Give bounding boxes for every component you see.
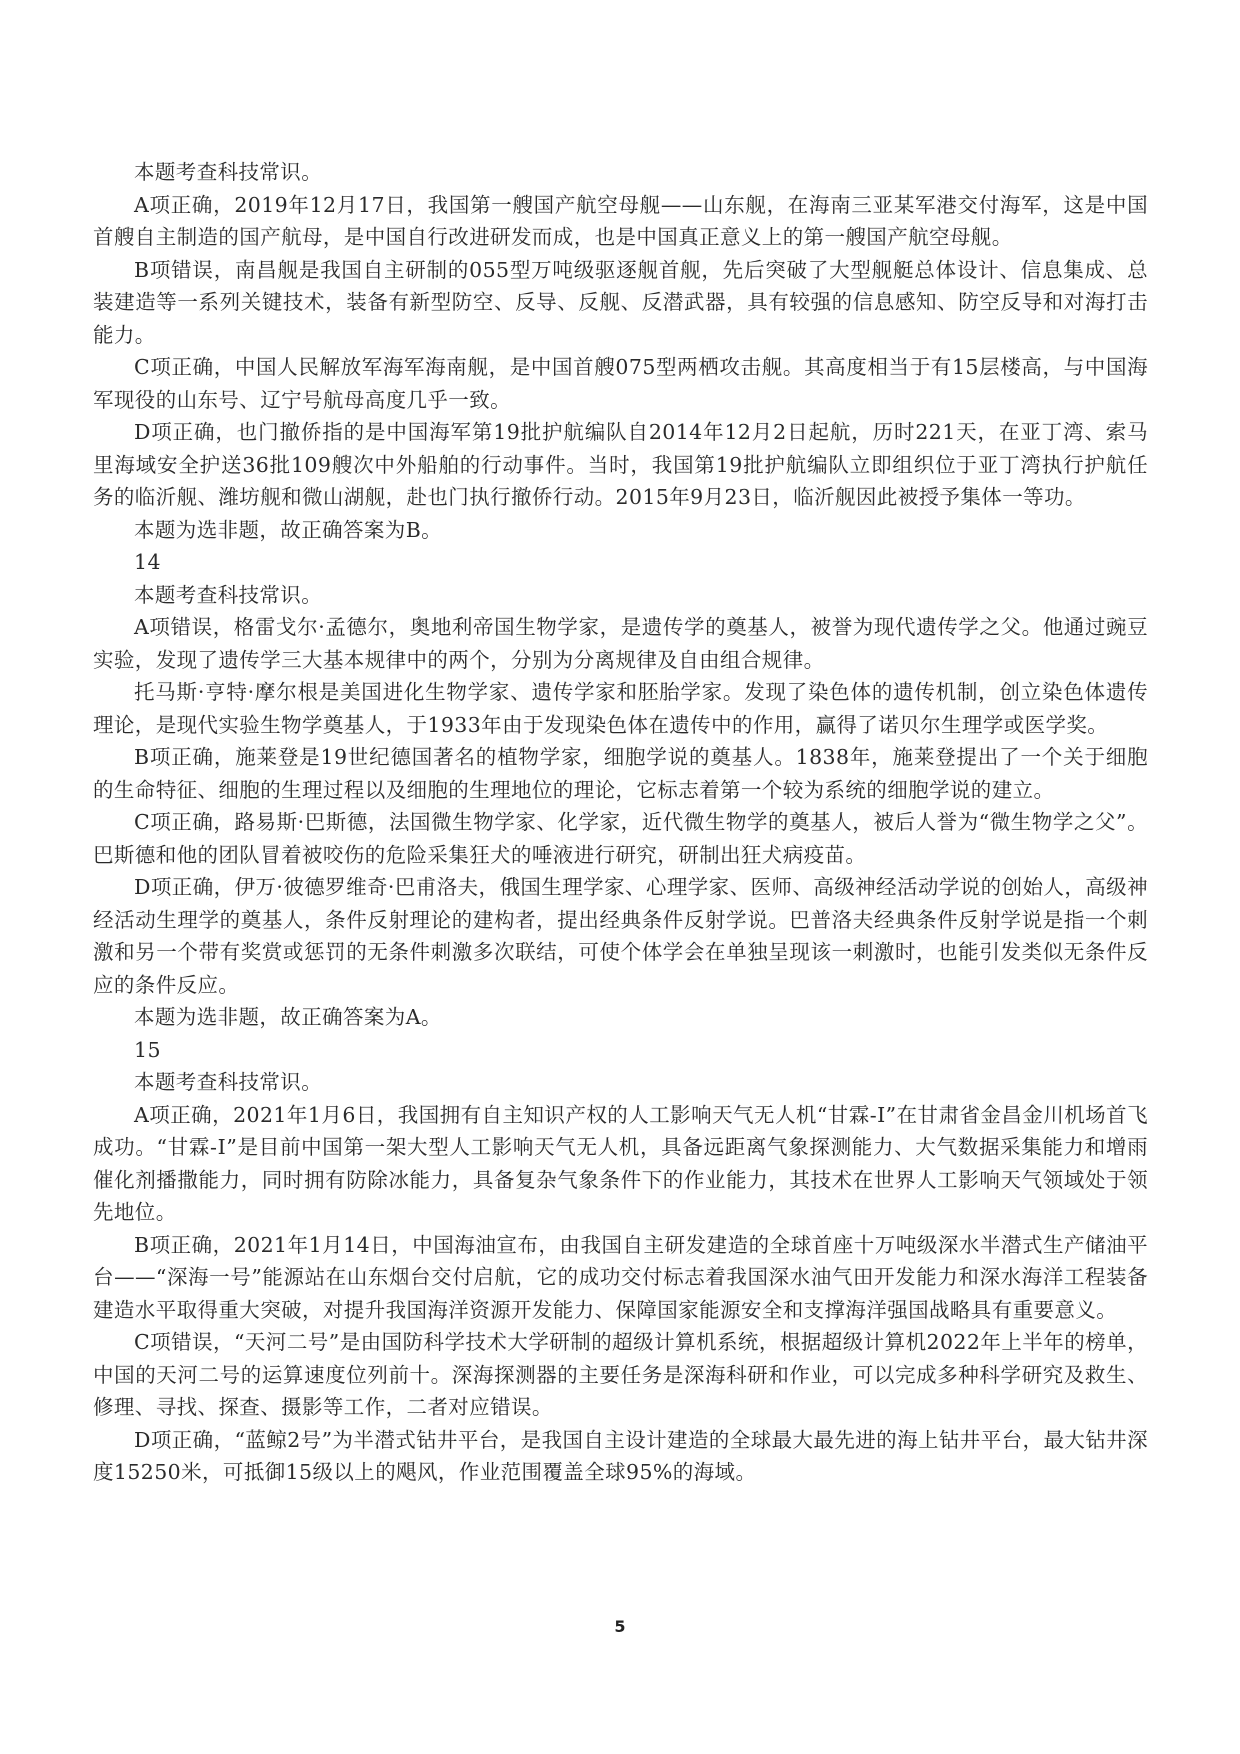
- paragraph: D项正确，伊万·彼德罗维奇·巴甫洛夫，俄国生理学家、心理学家、医师、高级神经活动学说的创始人，高级神经活动生理学的奠基人，条件反射理论的建构者，提出经典条件反射学说。巴普洛夫经典条件反射学说是指一个刺激和另一个带有奖赏或惩罚的无条件刺激多次联结，可使个体学会在单独呈现该一刺激时，也能引发类似无条件反应的条件反应。: [93, 875, 1148, 997]
- question-number: 15: [134, 1037, 161, 1062]
- answer-line: 本题为选非题，故正确答案为A。: [134, 1005, 442, 1029]
- question-number: 14: [134, 550, 161, 574]
- paragraph: C项正确，路易斯·巴斯德，法国微生物学家、化学家，近代微生物学的奠基人，被后人誉为“微生物学之父”。巴斯德和他的团队冒着被咬伤的危险采集狂犬的唾液进行研究，研制出狂犬病疫苗。: [93, 810, 1148, 867]
- paragraph: 本题考查科技常识。: [134, 582, 323, 607]
- paragraph: C项错误，“天河二号”是由国防科学技术大学研制的超级计算机系统，根据超级计算机2022年上半年的榜单，中国的天河二号的运算速度位列前十。深海探测器的主要任务是深海科研和作业，可以完成多种科学研究及救生、修理、寻找、探查、摄影等工作，二者对应错误。: [93, 1330, 1148, 1419]
- paragraph: 本题考查科技常识。: [134, 1070, 323, 1094]
- paragraph: A项正确，2021年1月6日，我国拥有自主知识产权的人工影响天气无人机“甘霖-Ⅰ”在甘肃省金昌金川机场首飞成功。“甘霖-Ⅰ”是目前中国第一架大型人工影响天气无人机，具备远距离气象探测能力、大气数据采集能力和增雨催化剂播撒能力，同时拥有防除冰能力，具备复杂气象条件下的作业能力，其技术在世界人工影响天气领域处于领先地位。: [93, 1102, 1148, 1224]
- paragraph: A项正确，2019年12月17日，我国第一艘国产航空母舰——山东舰，在海南三亚某军港交付海军，这是中国首艘自主制造的国产航母，是中国自行改进研发而成，也是中国真正意义上的第一艘国产航空母舰。: [93, 192, 1148, 249]
- paragraph: D项正确，“蓝鲸2号”为半潜式钻井平台，是我国自主设计建造的全球最大最先进的海上钻井平台，最大钻井深度15250米，可抵御15级以上的飓风，作业范围覆盖全球95%的海域。: [93, 1427, 1148, 1484]
- answer-line: 本题为选非题，故正确答案为B。: [134, 517, 443, 542]
- paragraph: B项正确，施莱登是19世纪德国著名的植物学家，细胞学说的奠基人。1838年，施莱登提出了一个关于细胞的生命特征、细胞的生理过程以及细胞的生理地位的理论，它标志着第一个较为系统的细胞学说的建立。: [93, 745, 1148, 802]
- paragraph: B项正确，2021年1月14日，中国海油宣布，由我国自主研发建造的全球首座十万吨级深水半潜式生产储油平台——“深海一号”能源站在山东烟台交付启航，它的成功交付标志着我国深水油气田开发能力和深水海洋工程装备建造水平取得重大突破，对提升我国海洋资源开发能力、保障国家能源安全和支撑海洋强国战略具有重要意义。: [93, 1232, 1148, 1322]
- paragraph: C项正确，中国人民解放军海军海南舰，是中国首艘075型两栖攻击舰。其高度相当于有15层楼高，与中国海军现役的山东号、辽宁号航母高度几乎一致。: [93, 355, 1148, 412]
- document-body: [93, 156, 1148, 1489]
- paragraph: B项错误，南昌舰是我国自主研制的055型万吨级驱逐舰首舰，先后突破了大型舰艇总体设计、信息集成、总装建造等一系列关键技术，装备有新型防空、反导、反舰、反潜武器，具有较强的信息感知、防空反导和对海打击能力。: [93, 257, 1148, 347]
- paragraph: D项正确，也门撤侨指的是中国海军第19批护航编队自2014年12月2日起航，历时221天，在亚丁湾、索马里海域安全护送36批109艘次中外船舶的行动事件。当时，我国第19批护航编队立即组织位于亚丁湾执行护航任务的临沂舰、潍坊舰和微山湖舰，赴也门执行撤侨行动。2015年9月23日，临沂舰因此被授予集体一等功。: [93, 420, 1148, 509]
- paragraph: A项错误，格雷戈尔·孟德尔，奥地利帝国生物学家，是遗传学的奠基人，被誉为现代遗传学之父。他通过豌豆实验，发现了遗传学三大基本规律中的两个，分别为分离规律及自由组合规律。: [93, 615, 1148, 672]
- paragraph: 托马斯·亨特·摩尔根是美国进化生物学家、遗传学家和胚胎学家。发现了染色体的遗传机制，创立染色体遗传理论，是现代实验生物学奠基人，于1933年由于发现染色体在遗传中的作用，赢得了诺贝尔生理学或医学奖。: [93, 680, 1148, 737]
- page-number: 5: [614, 1617, 626, 1636]
- paragraph: 本题考查科技常识。: [134, 160, 323, 184]
